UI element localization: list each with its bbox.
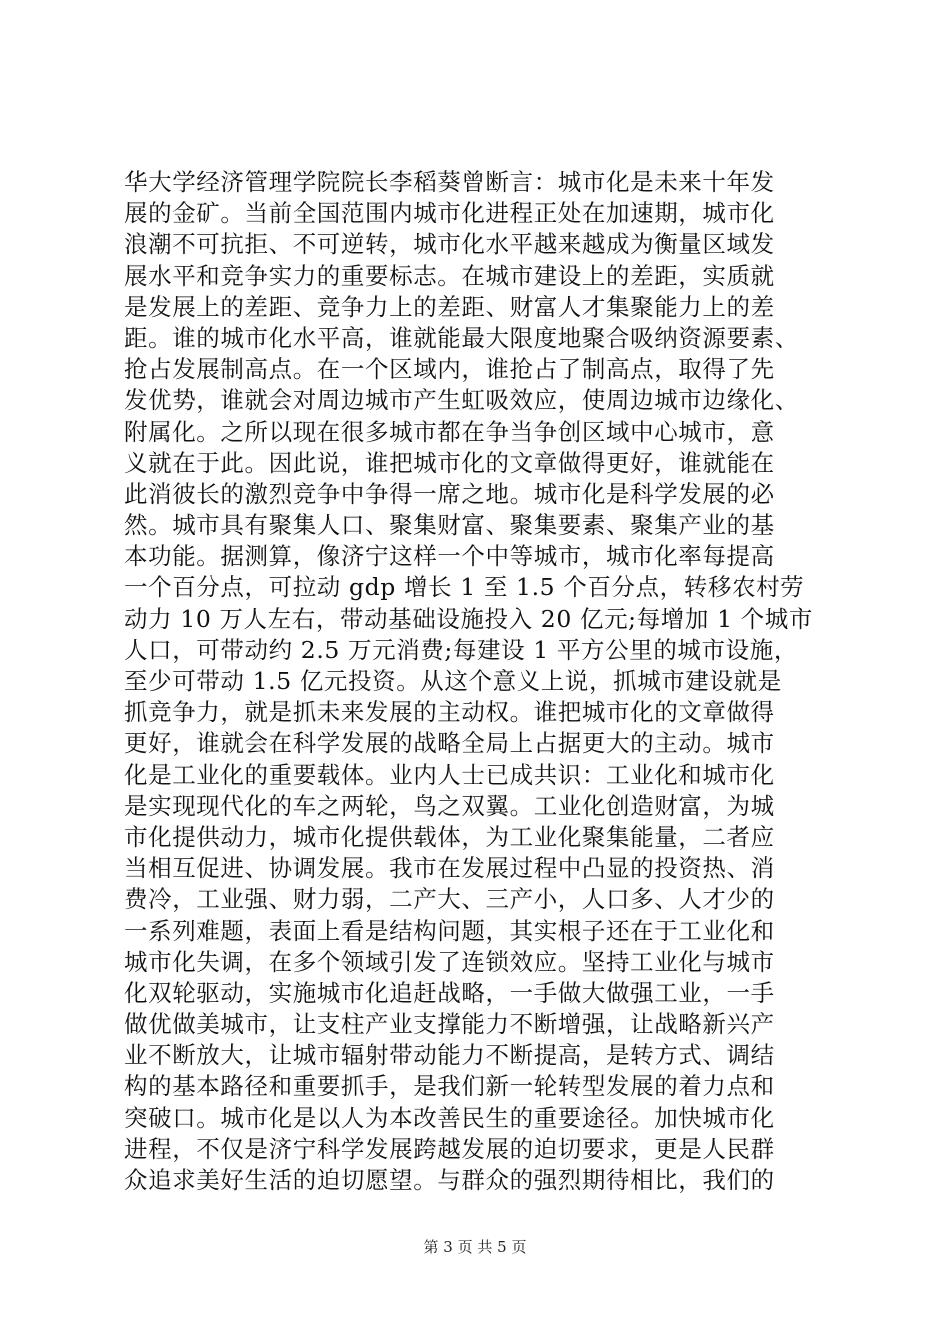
body-text <box>124 167 834 1196</box>
text-line: 发优势，谁就会对周边城市产生虹吸效应，使周边城市边缘化、 <box>124 386 799 415</box>
text-line: 众追求美好生活的迫切愿望。与群众的强烈期待相比，我们的 <box>124 1166 775 1194</box>
text-line: 做优做美城市，让支柱产业支撑能力不断增强，让战略新兴产 <box>124 1010 775 1039</box>
text-line: 义就在于此。因此说，谁把城市化的文章做得更好，谁就能在 <box>124 448 775 477</box>
text-line: 是发展上的差距、竞争力上的差距、财富人才集聚能力上的差 <box>124 292 775 321</box>
text-line: 一系列难题，表面上看是结构问题，其实根子还在于工业化和 <box>124 916 775 945</box>
text-line: 距。谁的城市化水平高，谁就能最大限度地聚合吸纳资源要素、 <box>124 323 799 352</box>
text-line: 华大学经济管理学院院长李稻葵曾断言：城市化是未来十年发 <box>124 168 775 196</box>
text-line: 市化提供动力，城市化提供载体，为工业化聚集能量，二者应 <box>124 822 775 851</box>
text-line: 浪潮不可抗拒、不可逆转，城市化水平越来越成为衡量区域发 <box>124 230 775 259</box>
page-footer: 第 3 页 共 5 页 <box>423 1238 527 1256</box>
text-line: 本功能。据测算，像济宁这样一个中等城市，城市化率每提高 <box>124 542 775 571</box>
text-line: 抓竞争力，就是抓未来发展的主动权。谁把城市化的文章做得 <box>124 698 775 727</box>
text-line: 化是工业化的重要载体。业内人士已成共识：工业化和城市化 <box>124 760 775 789</box>
text-line: 人口，可带动约 2.5 万元消费;每建设 1 平方公里的城市设施， <box>124 635 798 664</box>
text-line: 展的金矿。当前全国范围内城市化进程正处在加速期，城市化 <box>124 199 775 228</box>
text-line: 构的基本路径和重要抓手，是我们新一轮转型发展的着力点和 <box>124 1072 775 1101</box>
text-line: 附属化。之所以现在很多城市都在争当争创区域中心城市，意 <box>124 417 775 446</box>
text-line: 一个百分点，可拉动 gdp 增长 1 至 1.5 个百分点，转移农村劳 <box>124 573 805 602</box>
text-line: 当相互促进、协调发展。我市在发展过程中凸显的投资热、消 <box>124 854 775 883</box>
text-line: 抢占发展制高点。在一个区域内，谁抢占了制高点，取得了先 <box>124 355 775 384</box>
text-line: 是实现现代化的车之两轮，鸟之双翼。工业化创造财富，为城 <box>124 791 775 820</box>
text-line: 业不断放大，让城市辐射带动能力不断提高，是转方式、调结 <box>124 1041 775 1070</box>
text-line: 城市化失调，在多个领域引发了连锁效应。坚持工业化与城市 <box>124 947 775 976</box>
text-line: 进程，不仅是济宁科学发展跨越发展的迫切要求，更是人民群 <box>124 1134 775 1163</box>
text-line: 此消彼长的激烈竞争中争得一席之地。城市化是科学发展的必 <box>124 479 775 508</box>
text-line: 至少可带动 1.5 亿元投资。从这个意义上说，抓城市建设就是 <box>124 667 782 695</box>
text-line: 然。城市具有聚集人口、聚集财富、聚集要素、聚集产业的基 <box>124 511 775 540</box>
text-line: 更好，谁就会在科学发展的战略全局上占据更大的主动。城市 <box>124 729 775 758</box>
text-line: 突破口。城市化是以人为本改善民生的重要途径。加快城市化 <box>124 1103 775 1132</box>
text-line: 费冷，工业强、财力弱，二产大、三产小，人口多、人才少的 <box>124 885 775 914</box>
text-line: 展水平和竞争实力的重要标志。在城市建设上的差距，实质就 <box>124 261 775 290</box>
text-line: 化双轮驱动，实施城市化追赶战略，一手做大做强工业，一手 <box>124 978 775 1007</box>
text-line: 动力 10 万人左右，带动基础设施投入 20 亿元;每增加 1 个城市 <box>124 604 813 633</box>
